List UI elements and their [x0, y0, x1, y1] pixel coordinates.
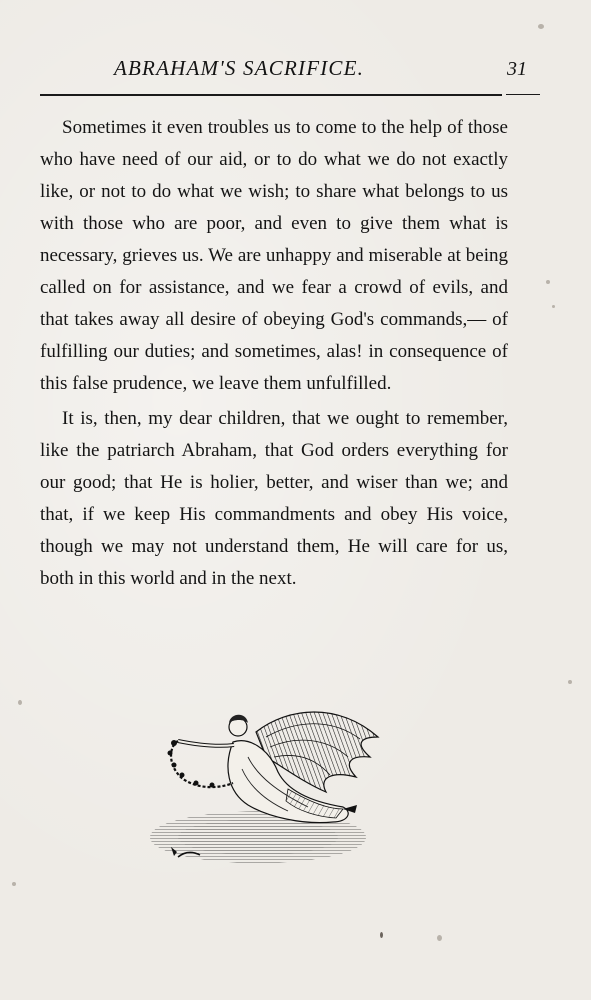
- header-rule-end: [506, 94, 540, 95]
- paragraph-2: It is, then, my dear children, that we ought to remember, like the patriarch Abraham, that God orders everything for our good; that He is holier, better, and wiser than we; and that, if we keep His commandments and obey His voice, though we may not understand them, He will care for us, both in this world and in the next.: [40, 408, 508, 589]
- angel-illustration: [138, 697, 388, 872]
- page-header: [40, 52, 525, 88]
- page-number: 31: [507, 58, 527, 80]
- paragraph-1: Sometimes it even troubles us to come to the help of those who have need of our aid, or to do what we do not exactly like, or not to do what we wish; to share what belongs to us with those who are poor, and even to give them what is necessary, grieves us. We are unhappy and miserable at being called on for assistance, and we fear a crowd of evils, and that takes away all desire of obeying God's commands,— of fulfilling our duties; and sometimes, alas! in consequence of this false prudence, we leave them unfulfilled.: [40, 117, 508, 394]
- header-rule: [40, 94, 502, 96]
- running-title: ABRAHAM'S SACRIFICE.: [114, 56, 365, 80]
- body-text: [40, 112, 508, 598]
